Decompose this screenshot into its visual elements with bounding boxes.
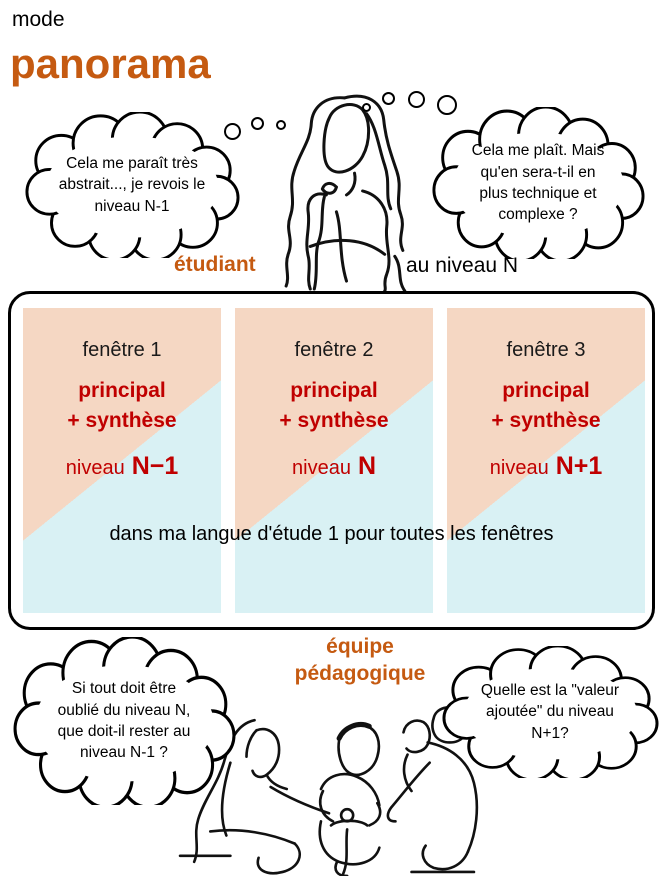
thought-dot bbox=[382, 92, 395, 105]
student-level-label: au niveau N bbox=[406, 254, 519, 277]
bubble-line: qu'en sera-t-il en bbox=[480, 163, 596, 181]
panel-footer-text: dans ma langue d'étude 1 pour toutes les fenêtres bbox=[109, 523, 554, 545]
bubble-line: oublié du niveau N, bbox=[57, 701, 191, 719]
bubble-line: complexe ? bbox=[498, 206, 578, 224]
level-value: N+1 bbox=[555, 451, 603, 480]
thought-bubble-team-left-text bbox=[37, 659, 212, 783]
bubble-line: Cela me plaît. Mais bbox=[471, 142, 605, 160]
bubble-line: Quelle est la "valeur bbox=[480, 681, 620, 699]
windows-panel bbox=[8, 291, 655, 630]
window-1-main: principal bbox=[78, 379, 166, 402]
thought-bubble-student-right-text bbox=[455, 127, 622, 240]
bubble-line: plus technique et bbox=[479, 185, 597, 202]
window-2-main: principal bbox=[290, 379, 378, 402]
window-1-content bbox=[23, 376, 221, 436]
level-value: N bbox=[357, 451, 376, 480]
window-3 bbox=[447, 308, 645, 613]
level-word: niveau bbox=[292, 456, 351, 479]
window-3-main: principal bbox=[502, 379, 590, 402]
window-3-content bbox=[447, 376, 645, 436]
window-3-synth: + synthèse bbox=[491, 408, 601, 432]
thought-bubble-team-left bbox=[12, 637, 236, 805]
thought-bubble-student-left bbox=[24, 112, 240, 258]
window-2-name: fenêtre 2 bbox=[294, 339, 374, 361]
team-label-line: pédagogique bbox=[294, 662, 426, 686]
window-2-synth: + synthèse bbox=[279, 408, 389, 432]
window-2-level bbox=[235, 452, 433, 481]
bubble-line: ajoutée" du niveau bbox=[486, 703, 614, 721]
window-1-name: fenêtre 1 bbox=[82, 339, 162, 361]
thought-bubble-team-right-text bbox=[465, 663, 635, 761]
thought-dot bbox=[251, 117, 264, 130]
bubble-line: niveau N-1 ? bbox=[80, 744, 168, 762]
bubble-line: niveau N-1 bbox=[94, 197, 170, 215]
team-label-line: équipe bbox=[326, 635, 394, 658]
window-2-content bbox=[235, 376, 433, 436]
level-word: niveau bbox=[489, 456, 549, 479]
window-1 bbox=[23, 308, 221, 613]
level-value: N−1 bbox=[131, 451, 179, 480]
window-3-name: fenêtre 3 bbox=[506, 339, 586, 361]
window-2 bbox=[235, 308, 433, 613]
bubble-line: Cela me paraît très bbox=[66, 154, 198, 172]
thought-dot bbox=[408, 91, 425, 108]
thought-bubble-student-left-text bbox=[48, 131, 217, 239]
window-1-level bbox=[23, 452, 221, 481]
bubble-line: N+1? bbox=[531, 724, 569, 742]
page-title: panorama bbox=[10, 40, 211, 87]
team-label bbox=[258, 633, 462, 688]
bubble-line: abstrait..., je revois le bbox=[58, 176, 206, 194]
bubble-line: Si tout doit être bbox=[71, 680, 177, 698]
window-1-synth: + synthèse bbox=[67, 408, 177, 432]
mode-label: mode bbox=[12, 8, 65, 31]
thought-dot bbox=[362, 103, 371, 112]
thought-dot bbox=[276, 120, 286, 130]
window-3-level bbox=[447, 452, 645, 481]
student-label: étudiant bbox=[174, 253, 256, 276]
thought-bubble-student-right bbox=[431, 107, 645, 259]
level-word: niveau bbox=[65, 456, 125, 479]
bubble-line: que doit-il rester au bbox=[57, 723, 191, 740]
thought-bubble-team-right bbox=[441, 646, 659, 778]
